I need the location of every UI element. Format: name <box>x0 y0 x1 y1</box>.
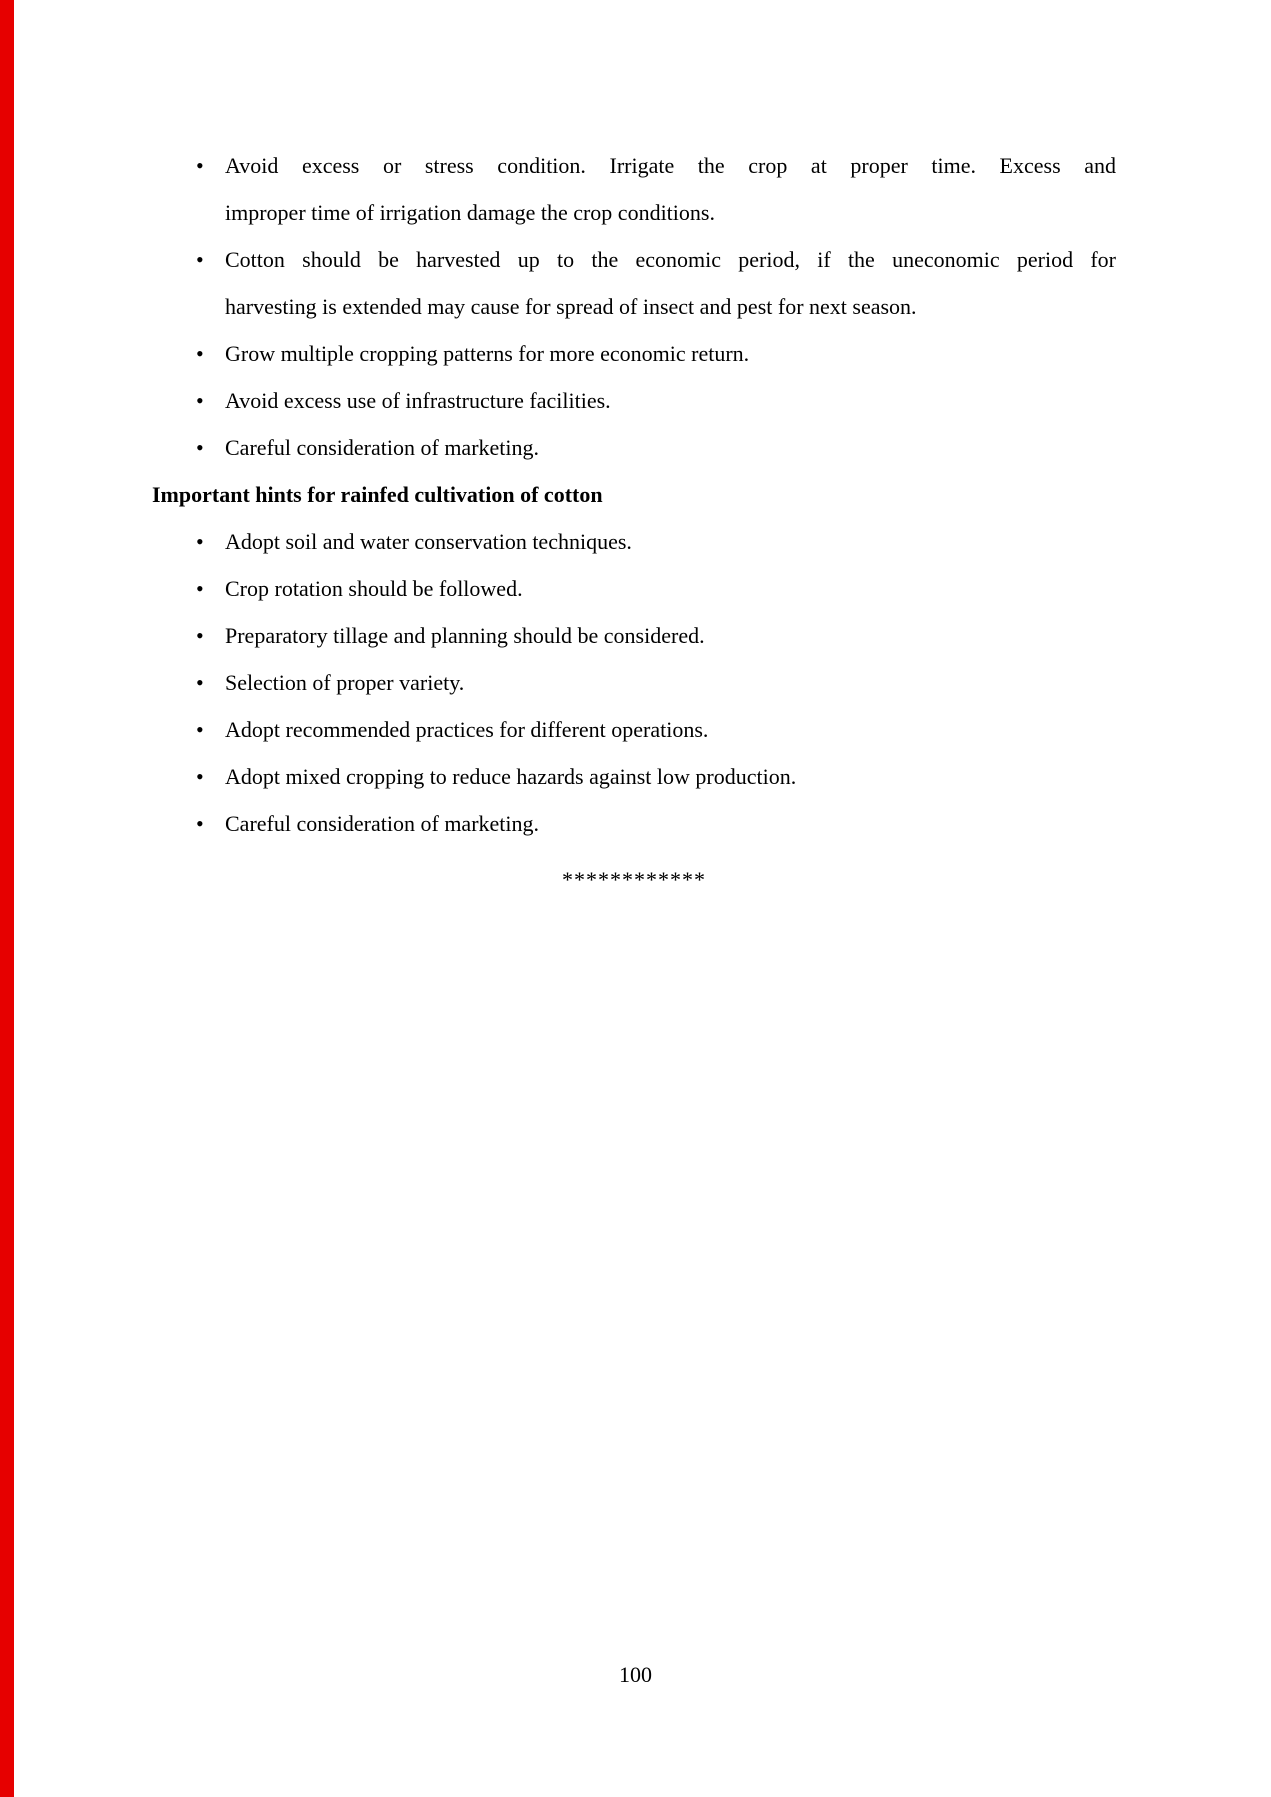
list-item <box>152 800 1116 847</box>
list-item <box>152 377 1116 424</box>
list-item-text <box>225 518 1116 565</box>
text-line: Grow multiple cropping patterns for more economic return. <box>225 341 750 366</box>
bullet-icon: • <box>196 247 204 272</box>
list-item-text <box>225 330 1116 377</box>
list-item-text <box>225 753 1116 800</box>
text-line: Adopt recommended practices for different operations. <box>225 717 709 742</box>
list-item-text <box>225 424 1116 471</box>
bullet-icon: • <box>196 670 204 695</box>
section-heading: Important hints for rainfed cultivation of cotton <box>152 482 603 507</box>
bullet-icon: • <box>196 435 204 460</box>
list-item <box>152 330 1116 377</box>
text-line: Cotton should be harvested up to the economic period, if the uneconomic period for <box>225 247 1116 272</box>
list-item <box>152 659 1116 706</box>
text-line: Careful consideration of marketing. <box>225 435 540 460</box>
list-item-text <box>225 377 1116 424</box>
list-item-text <box>225 659 1116 706</box>
bullet-icon: • <box>196 811 204 836</box>
bullet-list-irrigated <box>152 142 1116 471</box>
list-item <box>152 424 1116 471</box>
list-item <box>152 236 1116 330</box>
text-line: Crop rotation should be followed. <box>225 576 523 601</box>
list-item-text <box>225 236 1116 330</box>
text-line: Preparatory tillage and planning should be considered. <box>225 623 705 648</box>
bullet-icon: • <box>196 153 204 178</box>
bullet-icon: • <box>196 388 204 413</box>
bullet-icon: • <box>196 529 204 554</box>
text-line: Selection of proper variety. <box>225 670 465 695</box>
document-body <box>152 142 1116 903</box>
list-item <box>152 518 1116 565</box>
list-item-text <box>225 142 1116 236</box>
list-item <box>152 142 1116 236</box>
text-line: Adopt soil and water conservation techniques. <box>225 529 632 554</box>
list-item-text <box>225 612 1116 659</box>
list-item <box>152 753 1116 800</box>
bullet-icon: • <box>196 623 204 648</box>
list-item <box>152 706 1116 753</box>
bullet-icon: • <box>196 717 204 742</box>
list-item <box>152 565 1116 612</box>
page-number: 100 <box>619 1662 652 1687</box>
bullet-list-rainfed <box>152 518 1116 847</box>
bullet-icon: • <box>196 764 204 789</box>
bullet-icon: • <box>196 341 204 366</box>
text-line: Avoid excess use of infrastructure facilities. <box>225 388 611 413</box>
red-edge-bar <box>0 0 14 1797</box>
text-line: Avoid excess or stress condition. Irrigate the crop at proper time. Excess and <box>225 153 1116 178</box>
list-item-text <box>225 706 1116 753</box>
separator-asterisks: ************ <box>562 867 706 892</box>
text-line: Adopt mixed cropping to reduce hazards against low production. <box>225 764 797 789</box>
bullet-icon: • <box>196 576 204 601</box>
text-line: Careful consideration of marketing. <box>225 811 540 836</box>
text-line: improper time of irrigation damage the crop conditions. <box>225 200 715 225</box>
text-line: harvesting is extended may cause for spread of insect and pest for next season. <box>225 294 917 319</box>
list-item-text <box>225 565 1116 612</box>
list-item <box>152 612 1116 659</box>
list-item-text <box>225 800 1116 847</box>
